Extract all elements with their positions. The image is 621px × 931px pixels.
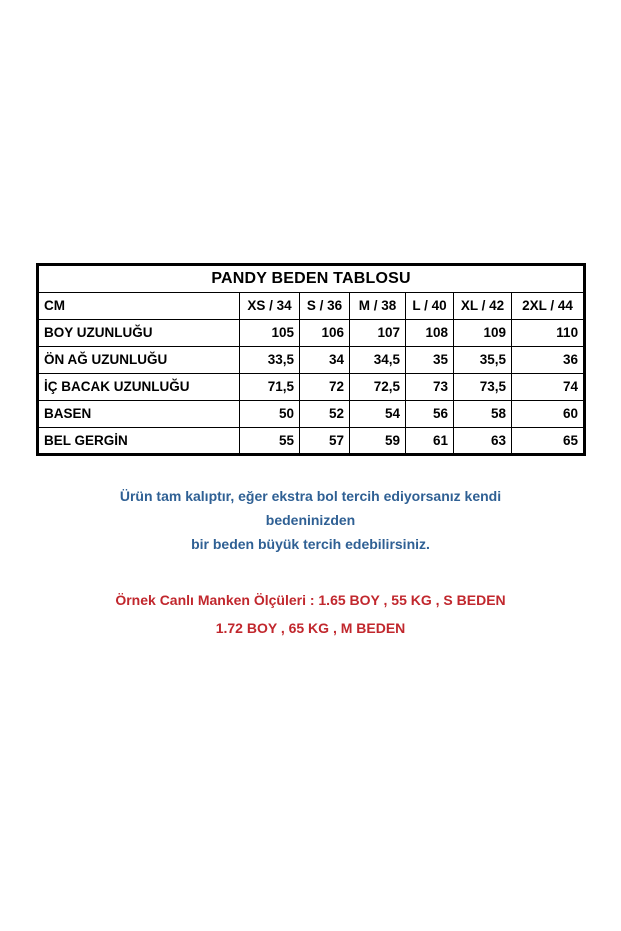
- measurement-value: 107: [350, 320, 406, 347]
- measurement-value: 52: [300, 401, 350, 428]
- measurement-value: 110: [512, 320, 585, 347]
- measurement-value: 35,5: [454, 347, 512, 374]
- measurement-value: 63: [454, 428, 512, 455]
- measurement-value: 105: [240, 320, 300, 347]
- fit-note: [0, 484, 621, 556]
- unit-header: CM: [38, 293, 240, 320]
- measurement-value: 57: [300, 428, 350, 455]
- size-header-xs: XS / 34: [240, 293, 300, 320]
- measurement-value: 73: [406, 374, 454, 401]
- measurement-value: 34: [300, 347, 350, 374]
- size-header-s: S / 36: [300, 293, 350, 320]
- measurement-value: 56: [406, 401, 454, 428]
- measurement-label: BOY UZUNLUĞU: [38, 320, 240, 347]
- fit-note-line: bedeninizden: [265, 512, 356, 528]
- measurement-value: 60: [512, 401, 585, 428]
- measurement-label: İÇ BACAK UZUNLUĞU: [38, 374, 240, 401]
- measurement-value: 71,5: [240, 374, 300, 401]
- measurement-value: 36: [512, 347, 585, 374]
- measurement-label: BEL GERGİN: [38, 428, 240, 455]
- size-header-l: L / 40: [406, 293, 454, 320]
- measurement-value: 72,5: [350, 374, 406, 401]
- measurement-value: 108: [406, 320, 454, 347]
- measurement-value: 54: [350, 401, 406, 428]
- table-row: [38, 428, 585, 455]
- measurement-value: 61: [406, 428, 454, 455]
- table-title-row: [38, 265, 585, 293]
- measurement-value: 34,5: [350, 347, 406, 374]
- size-header-m: M / 38: [350, 293, 406, 320]
- size-header-xl: XL / 42: [454, 293, 512, 320]
- fit-note-line: Ürün tam kalıptır, eğer ekstra bol tercih ediyorsanız kendi: [119, 488, 502, 504]
- page-title: PANDY BEDEN TABLOSU: [38, 265, 585, 293]
- measurement-value: 55: [240, 428, 300, 455]
- measurement-value: 50: [240, 401, 300, 428]
- measurement-value: 65: [512, 428, 585, 455]
- measurement-value: 73,5: [454, 374, 512, 401]
- model-note-line: Örnek Canlı Manken Ölçüleri : 1.65 BOY , 55 KG , S BEDEN: [115, 592, 506, 608]
- size-chart-table: [36, 263, 586, 456]
- measurement-value: 109: [454, 320, 512, 347]
- size-chart-table-container: [36, 263, 583, 456]
- size-header-2xl: 2XL / 44: [512, 293, 585, 320]
- table-row: [38, 401, 585, 428]
- measurement-value: 59: [350, 428, 406, 455]
- measurement-value: 35: [406, 347, 454, 374]
- measurement-value: 58: [454, 401, 512, 428]
- table-header-row: [38, 293, 585, 320]
- measurement-label: ÖN AĞ UZUNLUĞU: [38, 347, 240, 374]
- measurement-label: BASEN: [38, 401, 240, 428]
- table-row: [38, 374, 585, 401]
- model-note-line: 1.72 BOY , 65 KG , M BEDEN: [215, 620, 406, 636]
- fit-note-line: bir beden büyük tercih edebilirsiniz.: [191, 536, 430, 552]
- table-row: [38, 347, 585, 374]
- measurement-value: 74: [512, 374, 585, 401]
- measurement-value: 72: [300, 374, 350, 401]
- measurement-value: 33,5: [240, 347, 300, 374]
- table-row: [38, 320, 585, 347]
- model-measurements-note: [0, 586, 621, 642]
- measurement-value: 106: [300, 320, 350, 347]
